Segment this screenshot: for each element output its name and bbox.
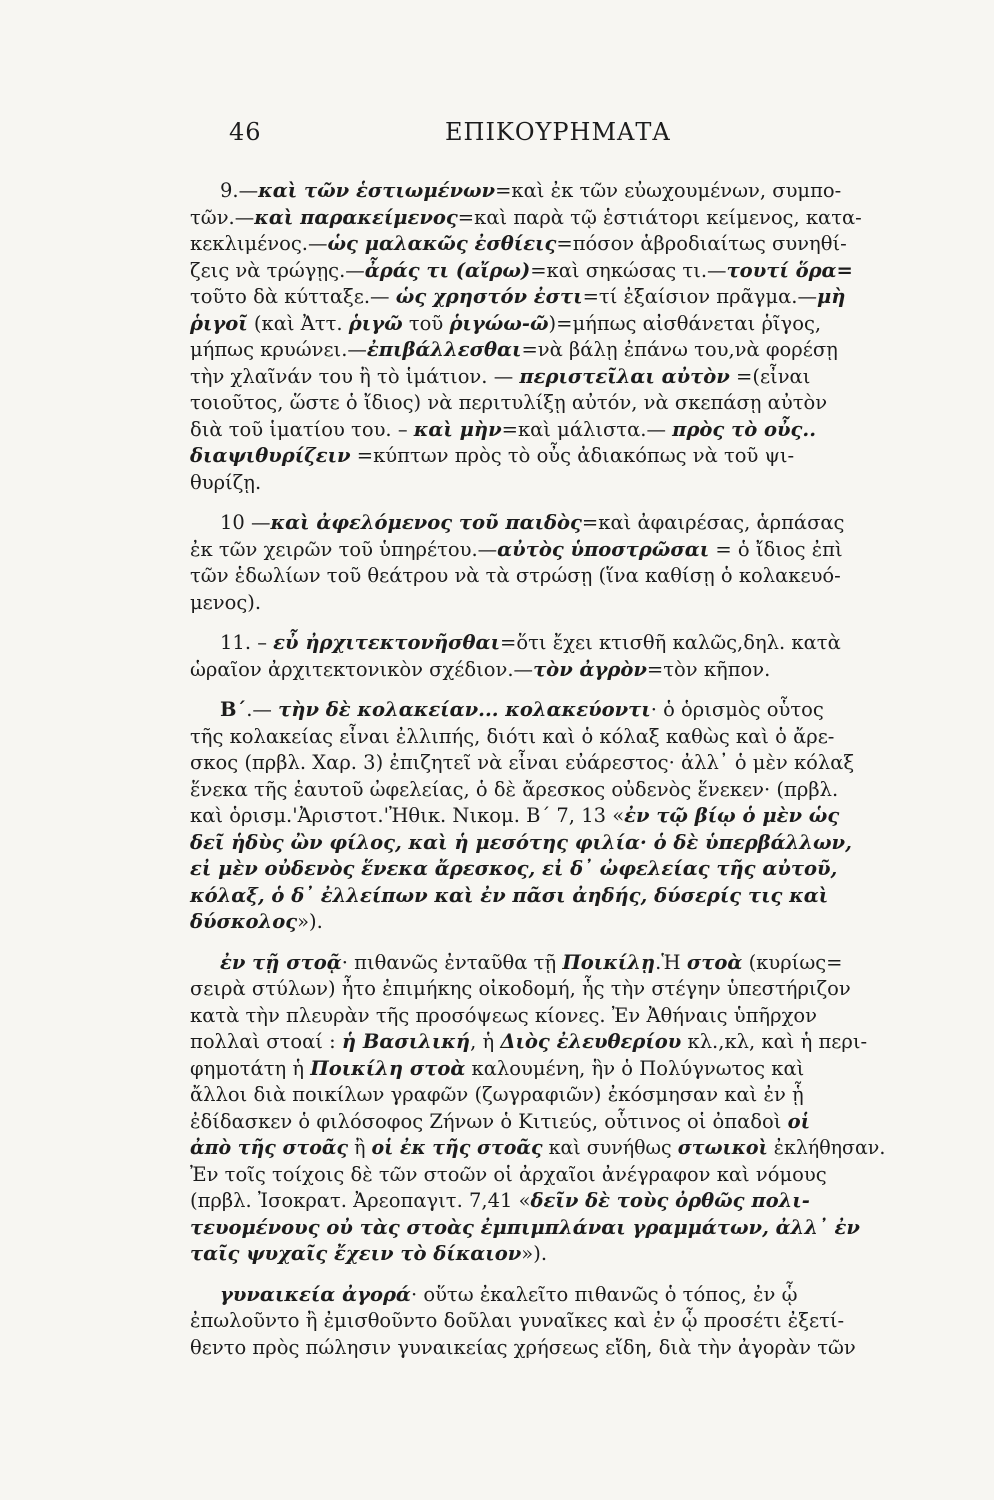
text-segment: =(εἶναι bbox=[729, 364, 811, 388]
text-line bbox=[190, 950, 886, 977]
text-segment: =καὶ σηκώσας τι.— bbox=[530, 258, 727, 282]
text-line bbox=[190, 1109, 886, 1136]
emphasized-text: δεῖ ἡδὺς ὢν φίλος, καὶ ἡ μεσότης φιλία· ὁ δὲ ὑπερβάλλων, bbox=[190, 830, 852, 854]
page-header bbox=[0, 118, 994, 158]
text-segment: =καὶ ἀφαιρέσας, ἁρπάσας bbox=[581, 511, 845, 534]
text-segment: ἐκ τῶν χειρῶν τοῦ ὑπηρέτου.— bbox=[190, 537, 498, 561]
emphasized-text: οἱ bbox=[787, 1109, 811, 1133]
emphasized-text: ἐπιβάλλεσθαι bbox=[366, 338, 522, 361]
emphasized-text: Ποικίλη στοὰ bbox=[310, 1056, 466, 1080]
text-segment: ὡραῖον ἀρχιτεκτονικὸν σχέδιον.— bbox=[190, 657, 534, 681]
paragraph bbox=[190, 178, 886, 496]
emphasized-text: περιστεῖλαι αὐτὸν bbox=[519, 364, 730, 388]
text-segment: κεκλιμένος.— bbox=[190, 232, 328, 255]
emphasized-text: πρὸς τὸ οὖς.. bbox=[672, 417, 816, 441]
emphasized-text: διαψιθυρίζειν bbox=[190, 444, 351, 467]
text-segment: ζεις νὰ τρώγῃς.— bbox=[190, 258, 365, 282]
emphasized-text: στοὰ bbox=[686, 950, 743, 974]
emphasized-text: ῥιγῶ bbox=[348, 311, 403, 335]
text-line bbox=[190, 390, 886, 417]
emphasized-text: ῥιγώω-ῶ bbox=[449, 311, 549, 335]
text-segment: =καὶ παρὰ τῷ ἑστιάτορι κείμενος, κατα- bbox=[457, 205, 862, 229]
text-line bbox=[190, 510, 886, 537]
text-segment: τοῦ bbox=[402, 311, 450, 335]
text-line bbox=[190, 563, 886, 590]
text-line bbox=[190, 1162, 886, 1189]
text-segment: (καὶ Ἀττ. bbox=[247, 311, 349, 335]
text-segment: , ἡ bbox=[470, 1030, 501, 1053]
text-line bbox=[190, 1003, 886, 1030]
text-segment: =καὶ ἐκ τῶν εὐωχουμένων, συμπο- bbox=[495, 179, 842, 202]
text-segment: τοῦτο δὰ κύτταξε.— bbox=[190, 285, 396, 308]
text-line bbox=[190, 630, 886, 657]
text-line bbox=[190, 1215, 886, 1242]
text-segment: · οὕτω ἐκαλεῖτο πιθανῶς ὁ τόπος, ἐν ᾧ bbox=[410, 1282, 798, 1306]
text-segment: μήπως κρυώνει.— bbox=[190, 338, 367, 361]
text-line bbox=[190, 657, 886, 684]
emphasized-text: εἰ μὲν οὐδενὸς ἕνεκα ἄρεσκος, εἰ δ᾽ ὠφελείας τῆς αὐτοῦ, bbox=[190, 857, 838, 880]
text-segment: διὰ τοῦ ἱματίου του. – bbox=[190, 417, 414, 441]
emphasized-text: τευομένους οὐ τὰς στοὰς ἐμπιμπλάναι γραμμάτων, ἀλλ᾽ ἐν bbox=[190, 1215, 860, 1239]
text-line bbox=[190, 364, 886, 391]
paragraph bbox=[190, 630, 886, 683]
text-segment: σειρὰ στύλων) ἦτο ἐπιμήκης οἰκοδομή, ἧς τὴν στέγην ὑπεστήριζον bbox=[190, 977, 851, 1000]
paragraph bbox=[190, 697, 886, 936]
paragraph bbox=[190, 950, 886, 1268]
text-segment: τῆς κολακείας εἶναι ἐλλιπής, διότι καὶ ὁ κόλαξ καθὼς καὶ ὁ ἄρε- bbox=[190, 724, 835, 748]
text-line bbox=[190, 337, 886, 364]
emphasized-text: ἐν τῷ βίῳ ὁ μὲν ὡς bbox=[624, 804, 840, 827]
text-line bbox=[190, 883, 886, 910]
text-segment: (πρβλ. Ἰσοκρατ. Ἀρεοπαγιτ. 7,41 « bbox=[190, 1189, 531, 1212]
text-segment: =νὰ βάλῃ ἐπάνω του,νὰ φορέσῃ bbox=[521, 338, 838, 361]
text-line bbox=[190, 1308, 886, 1335]
emphasized-text: ὡς χρηστόν ἐστι bbox=[395, 285, 583, 308]
text-segment: τῶν ἑδωλίων τοῦ θεάτρου νὰ τὰ στρώσῃ (ἵνα καθίσῃ ὁ κολακευό- bbox=[190, 564, 841, 587]
text-line bbox=[190, 231, 886, 258]
text-segment: =κύπτων πρὸς τὸ οὖς ἀδιακόπως νὰ τοῦ ψι- bbox=[350, 444, 795, 467]
text-line bbox=[190, 1082, 886, 1109]
emphasized-text: ἀπὸ τῆς στοᾶς bbox=[190, 1136, 349, 1159]
text-line bbox=[190, 1282, 886, 1309]
text-segment: ἄλλοι διὰ ποικίλων γραφῶν (ζωγραφιῶν) ἐκόσμησαν καὶ ἐν ᾗ bbox=[190, 1083, 804, 1106]
text-segment: ἐκλήθησαν. bbox=[767, 1136, 886, 1159]
text-segment: θυρίζῃ. bbox=[190, 470, 262, 494]
text-segment: θεντο πρὸς πώλησιν γυναικείας χρήσεως εἴδη, διὰ τὴν ἀγορὰν τῶν bbox=[190, 1335, 856, 1359]
text-segment: 10 — bbox=[220, 511, 271, 534]
text-segment: =ὅτι ἔχει κτισθῆ καλῶς,δηλ. κατὰ bbox=[500, 631, 841, 654]
text-line bbox=[190, 443, 886, 470]
text-segment: τοιοῦτος, ὥστε ὁ ἴδιος) νὰ περιτυλίξῃ αὐτόν, νὰ σκεπάσῃ αὐτὸν bbox=[190, 391, 828, 414]
paragraph bbox=[190, 1282, 886, 1362]
text-line bbox=[190, 976, 886, 1003]
text-segment: »). bbox=[297, 910, 323, 933]
text-line bbox=[190, 1241, 886, 1268]
text-line bbox=[190, 284, 886, 311]
text-line bbox=[190, 1188, 886, 1215]
emphasized-text: ταῖς ψυχαῖς ἔχειν τὸ δίκαιον bbox=[190, 1242, 522, 1265]
text-segment: τῶν.— bbox=[190, 205, 255, 229]
text-line bbox=[190, 1135, 886, 1162]
emphasized-text: καὶ ἀφελόμενος τοῦ παιδὸς bbox=[270, 511, 582, 534]
text-line bbox=[190, 537, 886, 564]
text-segment: Ἐν τοῖς τοίχοις δὲ τῶν στοῶν οἱ ἀρχαῖοι ἀνέγραφον καὶ νόμους bbox=[190, 1162, 827, 1186]
text-segment: · ὁ ὁρισμὸς οὗτος bbox=[650, 698, 824, 721]
text-segment: ἕνεκα τῆς ἑαυτοῦ ὠφελείας, ὁ δὲ ἄρεσκος οὐδενὸς ἕνεκεν· (πρβλ. bbox=[190, 777, 839, 801]
text-line bbox=[190, 311, 886, 338]
paragraph bbox=[190, 510, 886, 616]
text-segment: ἢ bbox=[348, 1136, 372, 1159]
emphasized-text: καὶ παρακείμενος bbox=[254, 205, 458, 229]
page-number: 46 bbox=[229, 118, 262, 146]
running-title: ΕΠΙΚΟΥΡΗΜΑΤΑ bbox=[445, 118, 671, 146]
emphasized-text: μὴ bbox=[816, 285, 846, 308]
emphasized-text: ὡς μαλακῶς ἐσθίεις bbox=[327, 232, 557, 255]
text-line bbox=[190, 697, 886, 724]
text-segment: =τί ἐξαίσιον πρᾶγμα.— bbox=[582, 285, 817, 308]
text-line bbox=[190, 178, 886, 205]
emphasized-text: ἐν τῇ στοᾷ bbox=[220, 950, 342, 974]
text-segment: = ὁ ἴδιος ἐπὶ bbox=[709, 537, 843, 561]
text-segment: =πόσον ἁβροδιαίτως συνηθί- bbox=[556, 232, 847, 255]
text-segment: τὴν χλαῖνάν του ἢ τὸ ἱμάτιον. — bbox=[190, 364, 520, 388]
emphasized-text: τουτί ὅρα= bbox=[726, 258, 853, 282]
text-line bbox=[190, 750, 886, 777]
text-segment: κατὰ τὴν πλευρὰν τῆς προσόψεως κίονες. Ἐν Ἀθήναις ὑπῆρχον bbox=[190, 1003, 817, 1027]
emphasized-text: στωικοὶ bbox=[677, 1136, 768, 1159]
text-line bbox=[190, 417, 886, 444]
text-segment: =τὸν κῆπον. bbox=[646, 657, 771, 681]
text-segment: ἐδίδασκεν ὁ φιλόσοφος Ζήνων ὁ Κιτιεύς, οὗτινος οἱ ὀπαδοὶ bbox=[190, 1109, 788, 1133]
text-segment: »). bbox=[521, 1242, 548, 1265]
emphasized-text: ἆράς τι (αἴρω) bbox=[364, 258, 531, 282]
text-line bbox=[190, 590, 886, 617]
text-line bbox=[190, 830, 886, 857]
text-line bbox=[190, 909, 886, 936]
text-line bbox=[190, 1056, 886, 1083]
text-line bbox=[190, 803, 886, 830]
emphasized-text: τὴν δὲ κολακείαν... κολακεύοντι bbox=[278, 698, 651, 721]
text-line bbox=[190, 205, 886, 232]
text-line bbox=[190, 777, 886, 804]
text-line bbox=[190, 258, 886, 285]
text-segment: 11. – bbox=[220, 631, 274, 654]
text-line bbox=[190, 724, 886, 751]
text-line bbox=[190, 856, 886, 883]
emphasized-text: τὸν ἀγρὸν bbox=[533, 657, 647, 681]
text-segment: )=μήπως αἰσθάνεται ῥῖγος, bbox=[548, 311, 822, 335]
text-segment: καλουμένη, ἣν ὁ Πολύγνωτος καὶ bbox=[465, 1056, 805, 1080]
emphasized-text: εὖ ἠρχιτεκτονῆσθαι bbox=[273, 631, 501, 654]
text-segment: (κυρίως= bbox=[742, 950, 843, 974]
text-segment: 9.— bbox=[220, 179, 259, 202]
text-segment: · πιθανῶς ἐνταῦθα τῇ bbox=[341, 950, 563, 974]
text-line bbox=[190, 470, 886, 497]
text-segment: .— bbox=[246, 698, 279, 721]
emphasized-text: δεῖν δὲ τοὺς ὀρθῶς πολι- bbox=[530, 1189, 810, 1212]
text-segment: .Ἡ bbox=[655, 950, 687, 974]
text-segment: μενος). bbox=[190, 590, 262, 614]
emphasized-text: Ποικίλῃ bbox=[562, 950, 656, 974]
text-segment: κλ.,κλ, καὶ ἡ περι- bbox=[681, 1030, 868, 1053]
emphasized-text: καὶ μὴν bbox=[413, 417, 502, 441]
emphasized-text: γυναικεία ἀγορά bbox=[220, 1282, 411, 1306]
emphasized-text: αὐτὸς ὑποστρῶσαι bbox=[497, 537, 710, 561]
emphasized-text: οἱ ἐκ τῆς στοᾶς bbox=[371, 1136, 543, 1159]
emphasized-text: δύσκολος bbox=[190, 910, 298, 933]
emphasized-text: ἡ Βασιλική bbox=[341, 1030, 471, 1053]
text-line bbox=[190, 1335, 886, 1362]
body-text bbox=[190, 178, 886, 1369]
text-segment: καὶ συνήθως bbox=[542, 1136, 678, 1159]
emphasized-text: καὶ τῶν ἑστιωμένων bbox=[258, 179, 496, 202]
text-segment: =καὶ μάλιστα.— bbox=[501, 417, 673, 441]
text-segment: ἐπωλοῦντο ἢ ἐμισθοῦντο δοῦλαι γυναῖκες καὶ ἐν ᾧ προσέτι ἐξετί- bbox=[190, 1309, 845, 1332]
emphasized-text: ῥιγοῖ bbox=[190, 311, 248, 335]
emphasized-text: κόλαξ, ὁ δ᾽ ἐλλείπων καὶ ἐν πᾶσι ἀηδής, δύσερίς τις καὶ bbox=[190, 883, 829, 907]
text-segment: πολλαὶ στοαί : bbox=[190, 1030, 342, 1053]
text-line bbox=[190, 1029, 886, 1056]
text-segment: καὶ ὁρισμ.'Ἀριστοτ.'Ἠθικ. Νικομ. Β΄ 7, 13 « bbox=[190, 804, 625, 827]
text-segment: σκος (πρβλ. Χαρ. 3) ἐπιζητεῖ νὰ εἶναι εὐάρεστος· ἀλλ᾽ ὁ μὲν κόλαξ bbox=[190, 751, 855, 774]
text-segment: φημοτάτη ἡ bbox=[190, 1056, 311, 1080]
text-segment: Β΄ bbox=[220, 698, 247, 721]
emphasized-text: Διὸς ἐλευθερίου bbox=[500, 1030, 682, 1053]
